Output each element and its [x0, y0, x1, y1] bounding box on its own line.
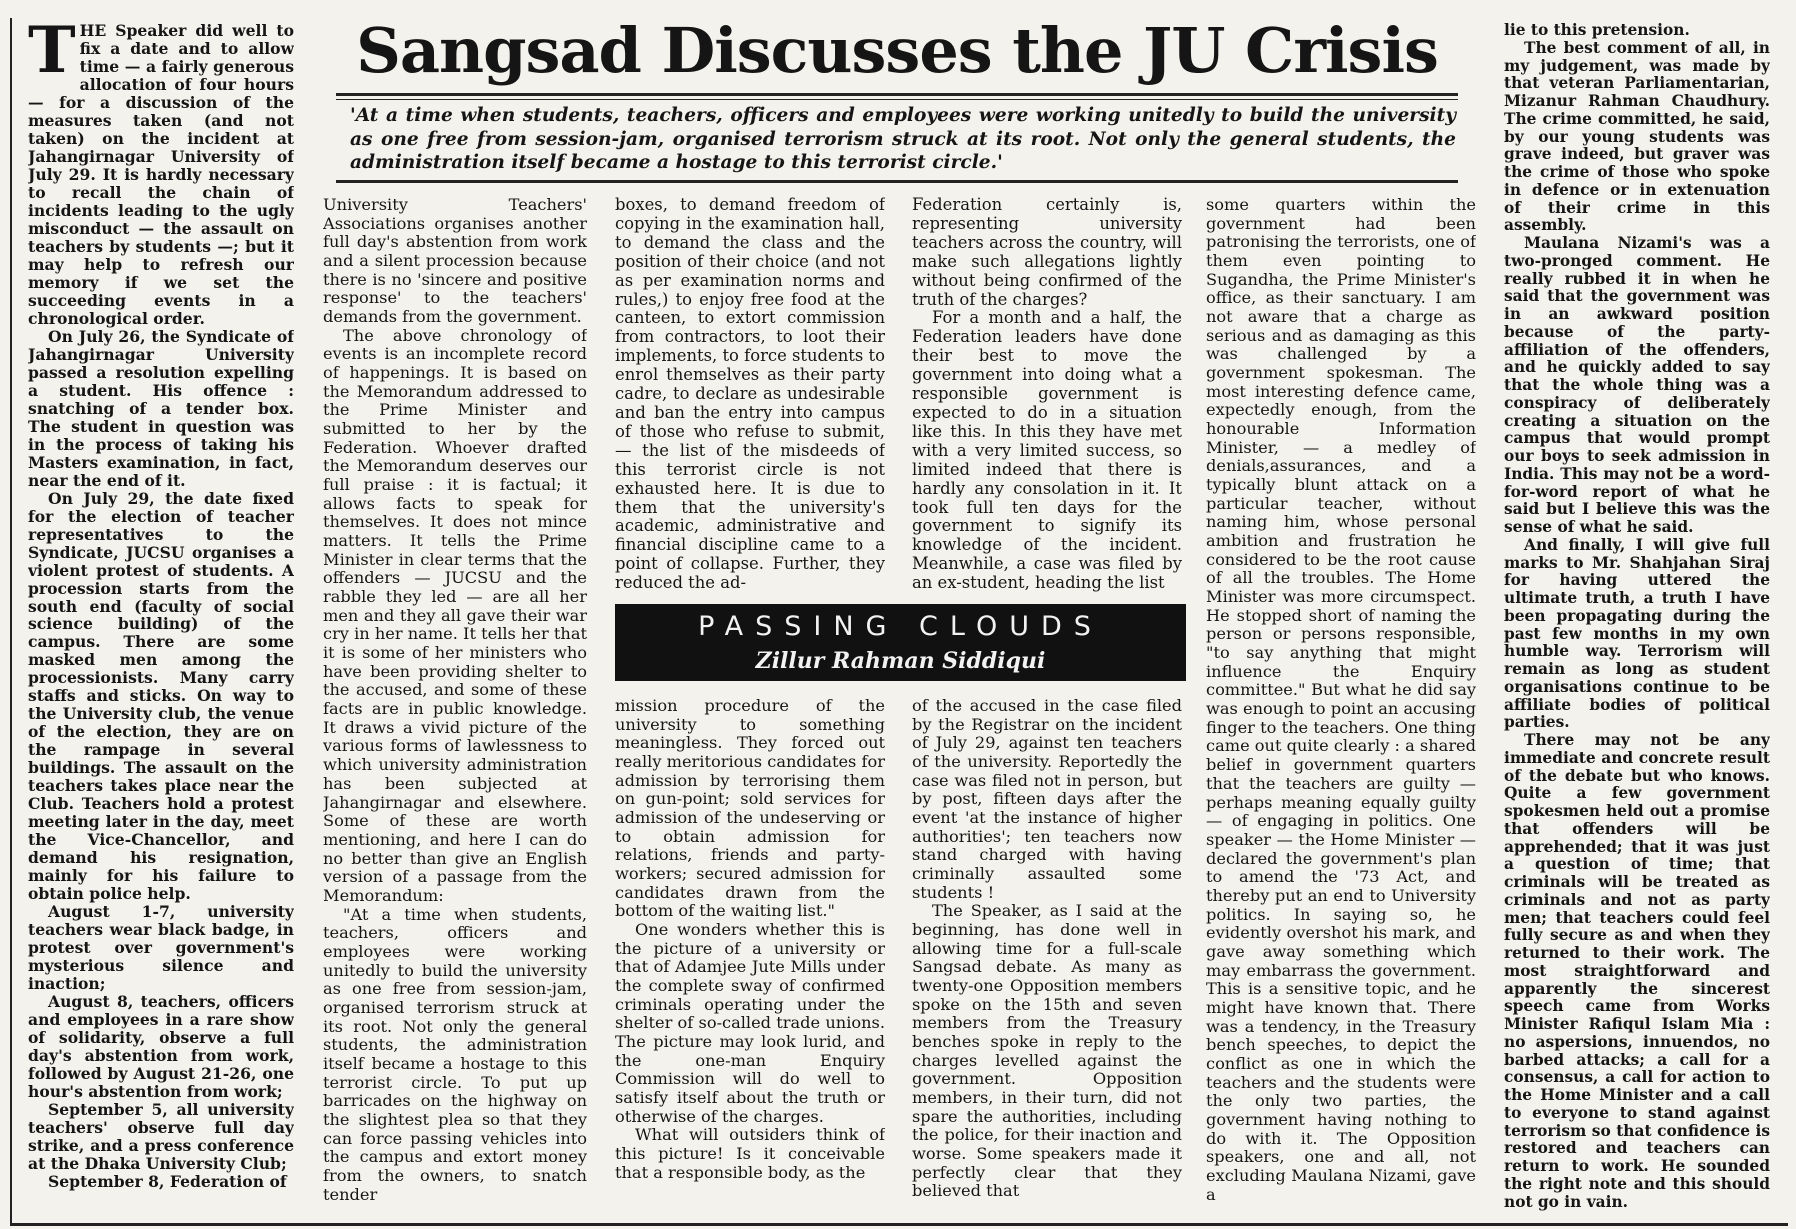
article-column-5: [1206, 196, 1476, 1222]
article-column-2: [323, 196, 587, 1222]
drop-cap: T: [28, 22, 76, 88]
article-column-4-bottom: [912, 697, 1182, 1222]
deck-rule: [336, 180, 1458, 183]
article-paragraph: "At a time when students, teachers, officers and employees were working unitedly to build the university as one free from session-jam, organised terrorism struck at its root. Not only the general students, the administration itself became a hostage to this terrorist circle. To put up barricades on the highway on the slightest plea so that they can force passing vehicles into the campus and extort money from the owners, to snatch tender: [323, 904, 587, 1204]
article-paragraph: One wonders whether this is the picture of a university or that of Adamjee Jute Mills under the complete sway of confirmed criminals operating under the shelter of so-called trade unions. The picture may look lurid, and the one-man Enquiry Commission will do well to satisfy itself about the truth or otherwise of the charges.: [615, 920, 885, 1126]
headline: Sangsad Discusses the JU Crisis: [356, 14, 1438, 87]
column-banner: [615, 604, 1186, 681]
headline-rule-thin: [336, 99, 1458, 100]
deck-quote: 'At a time when students, teachers, officers and employees were working unitedly to build the university as one free from session-jam, organised terrorism struck at its root. Not only the general students, the administration itself became a hostage to this terrorist circle.': [350, 105, 1456, 173]
article-paragraph: mission procedure of the university to something meaningless. They forced out really meritorious candidates for admission by terrorising them on gun-point; sold services for admission of the undeserving or to obtain admission for relations, friends and party-workers; secured admission for candidates drawn from the bottom of the waiting list.": [615, 697, 885, 921]
article-column-6: [1504, 22, 1770, 1222]
article-paragraph: And finally, I will give full marks to Mr. Shahjahan Siraj for having uttered the ultimate truth, a truth I have been propagating during the past few months in my own humble way. Terrorism will remain as long as student organisations continue to be affiliate bodies of political parties.: [1504, 535, 1770, 732]
article-column-3-top: [615, 196, 885, 594]
article-paragraph: There may not be any immediate and concrete result of the debate but who knows. Quite a few government spokesmen held out a promise that offenders will be apprehended; that it was just a question of time; that criminals will be treated as criminals and not as party men; that teachers could feel fully secure as and when they returned to their work. The most straightforward and apparently the sincerest speech came from Works Minister Rafiqul Islam Mia : no aspersions, innuendos, no barbed attacks; a call for a consensus, a call for action to the Home Minister and a call to everyone to stand against terrorism so that confidence is restored and teachers can return to work. He sounded the right note and this should not go in vain.: [1504, 731, 1770, 1211]
article-paragraph: August 8, teachers, officers and employees in a rare show of solidarity, observe a full day's abstention from work, followed by August 21-26, one hour's abstention from work;: [28, 992, 294, 1102]
article-paragraph: What will outsiders think of this picture! Is it conceivable that a responsible body, as the: [615, 1125, 885, 1182]
column-name: PASSING CLOUDS: [698, 611, 1103, 642]
article-column-4-top: [912, 196, 1182, 594]
article-paragraph: September 8, Federation of: [48, 1172, 287, 1191]
article-paragraph: August 1-7, university teachers wear black badge, in protest over government's mysterious silence and inaction;: [28, 902, 294, 994]
byline: Zillur Rahman Siddiqui: [755, 648, 1046, 674]
headline-rule: [336, 93, 1458, 96]
article-paragraph: of the accused in the case filed by the Registrar on the incident of July 29, against ten teachers of the university. Reportedly the case was filed not in person, but by post, fifteen days after the event 'at the instance of higher authorities'; ten teachers now stand charged with having criminally assaulted some students !: [912, 697, 1182, 902]
article-paragraph: lie to this pretension.: [1504, 22, 1690, 39]
article-paragraph: boxes, to demand freedom of copying in the examination hall, to demand the class and the position of their choice (and not as per examination norms and rules,) to enjoy free food at the canteen, to extort commission from contractors, to loot their implements, to force students to enrol themselves as their party cadre, to declare as undesirable and ban the entry into campus of those who refuse to submit, — the list of the misdeeds of this terrorist circle is not exhausted here. It is due to them that the university's academic, administrative and financial discipline came to a point of collapse. Further, they reduced the ad-: [615, 196, 885, 593]
article-paragraph: September 5, all university teachers' observe full day strike, and a press conference at the Dhaka University Club;: [28, 1100, 294, 1174]
article-paragraph: The above chronology of events is an incomplete record of happenings. It is based on the Memorandum addressed to the Prime Minister and submitted to her by the Federation. Whoever drafted the Memorandum deserves our full praise : it is factual; it allows facts to speak for themselves. It does not mince matters. It tells the Prime Minister in clear terms that the offenders — JUCSU and the rabble they led — are all her men and they all gave their war cry in her name. It tells her that it is some of her ministers who have been providing shelter to the accused, and some of these facts are in public knowledge. It draws a vivid picture of the various forms of lawlessness to which university administration has been subjected at Jahangirnagar and elsewhere. Some of these are worth mentioning, and here I can do no better than give an English version of a passage from the Memorandum:: [323, 325, 587, 905]
article-paragraph: some quarters within the government had been patronising the terrorists, one of them even pointing to Sugandha, the Prime Minister's office, as their sanctuary. I am not aware that a charge as serious and as damaging as this was challenged by a government spokesman. The most interesting defence came, expectedly enough, from the honourable Information Minister, — a medley of denials,assurances, and a typically blunt attack on a particular teacher, without naming him, whose personal ambition and frustration he considered to be the root cause of all the troubles. The Home Minister was more circumspect. He stopped short of naming the person or persons responsible, "to say anything that might influence the Enquiry committee." But what he did say was enough to point an accusing finger to the teachers. One thing came out quite clearly : a shared belief in government quarters that the teachers are guilty — perhaps meaning equally guilty — of engaging in politics. One speaker — the Home Minister — declared the government's plan to amend the '73 Act, and thereby put an end to University politics. In saying so, he evidently overshot his mark, and gave away something which may embarrass the government. This is a sensitive topic, and he might have known that. There was a tendency, in the Treasury bench speeches, to depict the conflict as one in which the teachers and the students were the only two parties, the government having nothing to do with it. The Opposition speakers, one and all, not excluding Maulana Nizami, gave a: [1206, 196, 1476, 1204]
article-paragraph: For a month and a half, the Federation leaders have done their best to move the government into doing what a responsible government is expected to do in a situation like this. In this they have met with a very limited success, so limited indeed that there is hardly any consolation in it. It took full ten days for the government to signify its knowledge of the incident. Meanwhile, a case was filed by an ex-student, heading the list: [912, 308, 1182, 593]
article-paragraph: The Speaker, as I said at the beginning, has done well in allowing time for a full-scale Sangsad debate. As many as twenty-one Opposition members spoke on the 15th and seven members from the Treasury benches spoke in reply to the charges levelled against the government. Opposition members, in their turn, did not spare the authorities, including the police, for their inaction and worse. Some speakers made it perfectly clear that they believed that: [912, 901, 1182, 1201]
article-paragraph: Federation certainly is, representing university teachers across the country, will make such allegations lightly without being confirmed of the truth of the charges?: [912, 196, 1182, 309]
article-paragraph: THE Speaker did well to fix a date and to allow time — a fairly generous allocation of four hours — for a discussion of the measures taken (and not taken) on the incident at Jahangirnagar University of July 29. It is hardly necessary to recall the chain of incidents leading to the ugly misconduct — the assault on teachers by students —; but it may help to refresh our memory if we set the succeeding events in a chronological order.: [28, 22, 294, 328]
article-paragraph: On July 29, the date fixed for the election of teacher representatives to the Syndicate, JUCSU organises a violent protest of students. A procession starts from the south end (faculty of social science building) of the campus. There are some masked men among the processionists. Many carry staffs and sticks. On way to the University club, the venue of the election, they are on the rampage in several buildings. The assault on the teachers takes place near the Club. Teachers hold a protest meeting later in the day, meet the Vice-Chancellor, and demand his resignation, mainly for his failure to obtain police help.: [28, 488, 294, 904]
article-paragraph: On July 26, the Syndicate of Jahangirnagar University passed a resolution expelling a student. His offence : snatching of a tender box. The student in question was in the process of taking his Masters examination, in fact, near the end of it.: [28, 326, 294, 490]
article-paragraph: University Teachers' Associations organises another full day's abstention from work and a silent procession because there is no 'sincere and positive response' to the teachers' demands from the government.: [323, 196, 587, 327]
article-column-1: [28, 22, 294, 1222]
article-paragraph: The best comment of all, in my judgement, was made by that veteran Parliamentarian, Mizanur Rahman Chaudhury. The crime committed, he said, by our young students was grave indeed, but graver was the crime of those who spoke in defence or in extenuation of their crime in this assembly.: [1504, 38, 1770, 235]
left-column-rule: [10, 18, 12, 1223]
bottom-rule: [10, 1223, 1788, 1226]
article-column-3-bottom: [615, 697, 885, 1222]
article-paragraph: Maulana Nizami's was a two-pronged comment. He really rubbed it in when he said that the government was in an awkward position because of the party-affiliation of the offenders, and he quickly added to say that the whole thing was a conspiracy of deliberately creating a situation on the campus that would prompt our boys to seek admission in India. This may not be a word-for-word report of what he said but I believe this was the sense of what he said.: [1504, 234, 1770, 536]
